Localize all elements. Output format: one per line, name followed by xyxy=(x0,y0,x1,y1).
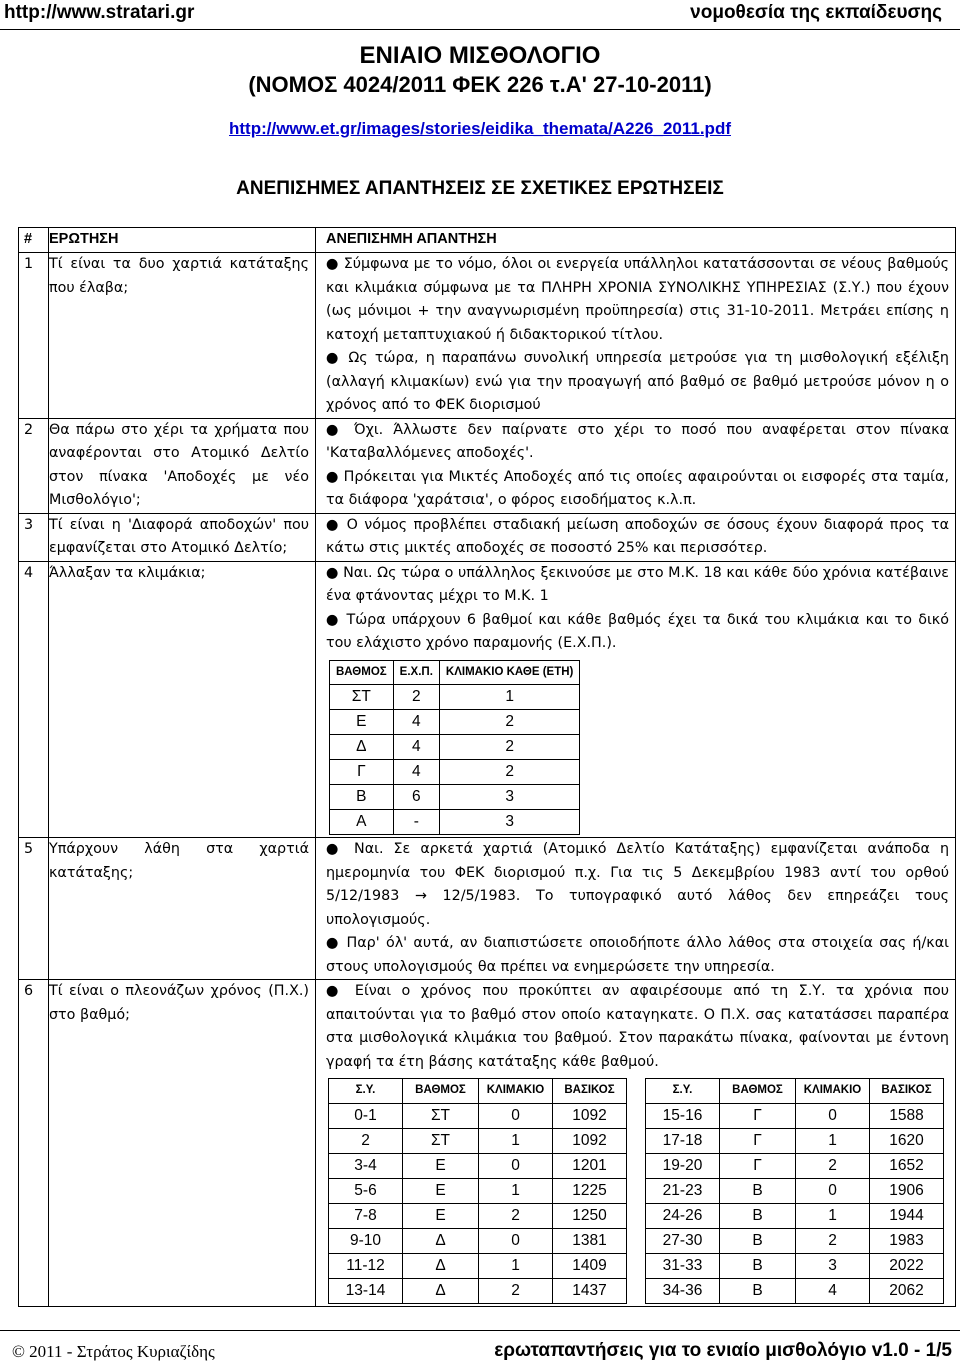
grades-cell: 2 xyxy=(439,735,579,760)
row-answer xyxy=(316,253,956,419)
years-cell: Β xyxy=(720,1228,796,1253)
footer-rule xyxy=(0,1330,960,1331)
row-question: Άλλαξαν τα κλιμάκια; xyxy=(49,561,316,838)
grades-cell: Γ xyxy=(330,760,394,785)
answer-paragraph: ● Είναι ο χρόνος που προκύπτει αν αφαιρέσουμε από τη Σ.Υ. τα χρόνια που απαιτούνται για το βαθμό στον οποίο καταγηκατε. Ο Π.Χ. σας κατατάσσει παραπέρα στα μισθολογικά κλιμάκια του βαθμού. Στον παρακάτω πίνακα, φαίνονται με έντονη γραφή τα έτη βάσης κατάταξης κάθε βαθμού. xyxy=(326,983,949,1070)
years-cell: 0 xyxy=(479,1228,553,1253)
years-cell: 2 xyxy=(796,1228,870,1253)
years-cell: 1250 xyxy=(553,1203,627,1228)
row-num: 5 xyxy=(19,838,49,980)
years-cell: 1 xyxy=(479,1128,553,1153)
years-cell: 1588 xyxy=(870,1103,944,1128)
years-cell: ΣΤ xyxy=(403,1103,479,1128)
grades-cell: 4 xyxy=(393,710,439,735)
years-cell: 1906 xyxy=(870,1178,944,1203)
answer-paragraph: ● Ως τώρα, η παραπάνω συνολική υπηρεσία μετρούσε για τη μισθολογική εξέλιξη (αλλαγή κλιμακίων) ενώ για την προαγωγή από βαθμό σε βαθμό μετρούσε μόνον η ο χρόνος από το ΦΕΚ διορισμού xyxy=(326,350,949,413)
row-num: 4 xyxy=(19,561,49,838)
years-header-cell: ΒΑΘΜΟΣ xyxy=(403,1079,479,1104)
years-header-row xyxy=(329,1079,944,1104)
years-cell: 1620 xyxy=(870,1128,944,1153)
years-cell: 3-4 xyxy=(329,1153,403,1178)
grades-cell: 2 xyxy=(439,710,579,735)
page-header xyxy=(0,0,960,30)
header-rule xyxy=(0,29,960,30)
years-gap xyxy=(627,1203,646,1228)
qa-row-2 xyxy=(19,418,956,513)
grades-cell: Α xyxy=(330,810,394,835)
doc-link[interactable]: http://www.et.gr/images/stories/eidika_themata/A226_2011.pdf xyxy=(229,119,731,138)
years-cell: Γ xyxy=(720,1153,796,1178)
years-cell: 19-20 xyxy=(646,1153,720,1178)
years-header-cell: ΒΑΘΜΟΣ xyxy=(720,1079,796,1104)
answer-paragraph: ● Ναι. Ως τώρα ο υπάλληλος ξεκινούσε με στο Μ.Κ. 18 και κάθε δύο χρόνια κατέβαινε ένα φτάνοντας μέχρι το Μ.Κ. 1 xyxy=(326,564,949,604)
grades-header-cell: ΒΑΘΜΟΣ xyxy=(330,660,394,685)
years-cell: Ε xyxy=(403,1203,479,1228)
grades-row xyxy=(330,710,580,735)
years-cell: Β xyxy=(720,1178,796,1203)
answer-paragraph: ● Ο νόμος προβλέπει σταδιακή μείωση αποδοχών σε όσους έχουν διαφορά προς τα κάτω στις μικτές αποδοχές σε ποσοστό 25% και περισσότερ. xyxy=(326,516,949,556)
years-table xyxy=(328,1078,944,1304)
doc-title: ΕΝΙΑΙΟ ΜΙΣΘΟΛΟΓΙΟ xyxy=(359,42,601,69)
years-cell: 1 xyxy=(479,1178,553,1203)
footer-page: ερωταπαντήσεις για το ενιαίο μισθολόγιο v1.0 - 1/5 xyxy=(494,1340,952,1361)
answer-paragraph: ● Σύμφωνα με το νόμο, όλοι οι ενεργεία υπάλληλοι κατατάσσονται σε νέους βαθμούς και κλιμάκια σύμφωνα με τα ΠΛΗΡΗ ΧΡΟΝΙΑ ΣΥΝΟΛΙΚΗΣ ΥΠΗΡΕΣΙΑΣ (Σ.Υ.) που έχουν (ως μόνιμοι + την αναγνωρισμένη προϋπηρεσία) στις 31-10-2011. Μετράει επίσης η κατοχή μεταπτυχιακού ή διδακτορικού τίτλου. xyxy=(326,256,949,343)
years-cell: 31-33 xyxy=(646,1253,720,1278)
col-question-header: ΕΡΩΤΗΣΗ xyxy=(49,228,316,253)
years-header-cell: ΚΛΙΜΑΚΙΟ xyxy=(479,1079,553,1104)
grades-cell: 1 xyxy=(439,685,579,710)
years-cell: 15-16 xyxy=(646,1103,720,1128)
years-cell: Δ xyxy=(403,1228,479,1253)
row-num: 1 xyxy=(19,253,49,419)
answer-paragraph: ● Ναι. Σε αρκετά χαρτιά (Ατομικό Δελτίο Κατάταξης) εμφανίζεται ανάποδα η ημερομηνία του ΦΕΚ διορισμού π.χ. Για τις 5 Δεκεμβρίου 1983 αντί του ορθού 5/12/1983 → 12/5/1983. Το τυπογραφικό αυτό λάθος δεν επηρεάζει τους υπολογισμούς. xyxy=(326,841,949,928)
grades-header-cell: ΚΛΙΜΑΚΙΟ ΚΑΘΕ (ΕΤΗ) xyxy=(439,660,579,685)
years-row xyxy=(329,1153,944,1178)
grades-cell: 2 xyxy=(393,685,439,710)
years-cell: 11-12 xyxy=(329,1253,403,1278)
col-answer-header: ΑΝΕΠΙΣΗΜΗ ΑΠΑΝΤΗΣΗ xyxy=(316,228,956,253)
header-url[interactable]: http://www.stratari.gr xyxy=(4,2,195,23)
years-cell: 21-23 xyxy=(646,1178,720,1203)
years-row xyxy=(329,1128,944,1153)
years-header-cell: ΒΑΣΙΚΟΣ xyxy=(870,1079,944,1104)
years-cell: 24-26 xyxy=(646,1203,720,1228)
years-row xyxy=(329,1278,944,1303)
qa-row-3 xyxy=(19,513,956,561)
years-gap xyxy=(627,1178,646,1203)
years-row xyxy=(329,1103,944,1128)
grades-cell: ΣΤ xyxy=(330,685,394,710)
years-cell: 3 xyxy=(796,1253,870,1278)
years-gap xyxy=(627,1103,646,1128)
header-category: νομοθεσία της εκπαίδευσης xyxy=(690,2,942,23)
qa-row-4 xyxy=(19,561,956,838)
years-cell: 17-18 xyxy=(646,1128,720,1153)
grades-row xyxy=(330,810,580,835)
years-cell: 34-36 xyxy=(646,1278,720,1303)
footer-copyright: © 2011 - Στράτος Κυριαζίδης xyxy=(12,1342,215,1361)
years-cell: 2 xyxy=(329,1128,403,1153)
grades-cell: - xyxy=(393,810,439,835)
years-cell: Ε xyxy=(403,1178,479,1203)
years-cell: 1381 xyxy=(553,1228,627,1253)
page-footer xyxy=(0,1330,960,1365)
years-cell: 1092 xyxy=(553,1103,627,1128)
grades-cell: Β xyxy=(330,785,394,810)
row-answer xyxy=(316,418,956,513)
row-answer xyxy=(316,561,956,838)
years-cell: 0 xyxy=(479,1153,553,1178)
grades-cell: Ε xyxy=(330,710,394,735)
answer-paragraph: ● Τώρα υπάρχουν 6 βαθμοί και κάθε βαθμός έχει τα δικά του κλιμάκια και το δικό του ελάχιστο χρόνο παραμονής (Ε.Χ.Π.). xyxy=(326,611,949,651)
row-answer xyxy=(316,838,956,980)
years-cell: 2022 xyxy=(870,1253,944,1278)
years-cell: 13-14 xyxy=(329,1278,403,1303)
qa-header-row xyxy=(19,228,956,253)
row-question: Θα πάρω στο χέρι τα χρήματα που αναφέρονται στο Ατομικό Δελτίο στον πίνακα 'Αποδοχές με νέο Μισθολόγιο'; xyxy=(49,418,316,513)
years-gap xyxy=(627,1153,646,1178)
row-num: 2 xyxy=(19,418,49,513)
grades-cell: 4 xyxy=(393,760,439,785)
years-cell: 1 xyxy=(796,1203,870,1228)
grades-row xyxy=(330,735,580,760)
qa-row-6 xyxy=(19,980,956,1307)
years-cell: Δ xyxy=(403,1278,479,1303)
years-gap xyxy=(627,1079,646,1104)
qa-row-1 xyxy=(19,253,956,419)
years-cell: 1437 xyxy=(553,1278,627,1303)
years-cell: Β xyxy=(720,1203,796,1228)
years-cell: 9-10 xyxy=(329,1228,403,1253)
years-cell: Β xyxy=(720,1278,796,1303)
years-cell: 1225 xyxy=(553,1178,627,1203)
years-cell: 7-8 xyxy=(329,1203,403,1228)
years-gap xyxy=(627,1128,646,1153)
years-gap xyxy=(627,1228,646,1253)
years-cell: ΣΤ xyxy=(403,1128,479,1153)
grades-body xyxy=(330,685,580,835)
years-cell: 1201 xyxy=(553,1153,627,1178)
grades-cell: 2 xyxy=(439,760,579,785)
years-cell: Γ xyxy=(720,1128,796,1153)
grades-header-cell: Ε.Χ.Π. xyxy=(393,660,439,685)
row-question: Τί είναι τα δυο χαρτιά κατάταξης που έλαβα; xyxy=(49,253,316,419)
years-cell: 1 xyxy=(796,1128,870,1153)
grades-cell: 3 xyxy=(439,810,579,835)
grades-row xyxy=(330,685,580,710)
row-answer xyxy=(316,513,956,561)
years-cell: 1983 xyxy=(870,1228,944,1253)
years-cell: 27-30 xyxy=(646,1228,720,1253)
years-cell: 1944 xyxy=(870,1203,944,1228)
grades-header-row xyxy=(330,660,580,685)
answer-paragraph: ● Παρ' όλ' αυτά, αν διαπιστώσετε οποιοδήποτε άλλο λάθος στα στοιχεία σας ή/και στους υπολογισμούς θα πρέπει να ενημερώσετε την υπηρεσία. xyxy=(326,935,949,975)
years-header-cell: ΚΛΙΜΑΚΙΟ xyxy=(796,1079,870,1104)
years-cell: 1652 xyxy=(870,1153,944,1178)
years-cell: 1409 xyxy=(553,1253,627,1278)
years-cell: 0 xyxy=(796,1103,870,1128)
years-cell: 0-1 xyxy=(329,1103,403,1128)
grades-table xyxy=(329,660,580,836)
years-cell: Ε xyxy=(403,1153,479,1178)
years-cell: 5-6 xyxy=(329,1178,403,1203)
answer-paragraph: ● Όχι. Άλλωστε δεν παίρνατε στο χέρι το ποσό που αναφέρεται στον πίνακα 'Καταβαλλόμενες αποδοχές'. xyxy=(326,421,949,461)
years-cell: 1092 xyxy=(553,1128,627,1153)
years-cell: 0 xyxy=(796,1178,870,1203)
row-num: 6 xyxy=(19,980,49,1307)
years-cell: Β xyxy=(720,1253,796,1278)
doc-subtitle: (ΝΟΜΟΣ 4024/2011 ΦΕΚ 226 τ.Α' 27-10-2011) xyxy=(248,72,712,97)
years-cell: 2 xyxy=(796,1153,870,1178)
years-cell: 4 xyxy=(796,1278,870,1303)
years-header-cell: ΒΑΣΙΚΟΣ xyxy=(553,1079,627,1104)
row-question: Υπάρχουν λάθη στα χαρτιά κατάταξης; xyxy=(49,838,316,980)
row-question: Τί είναι ο πλεονάζων χρόνος (Π.Χ.) στο βαθμό; xyxy=(49,980,316,1307)
row-num: 3 xyxy=(19,513,49,561)
years-row xyxy=(329,1228,944,1253)
grades-cell: 4 xyxy=(393,735,439,760)
years-row xyxy=(329,1253,944,1278)
years-cell: 2 xyxy=(479,1278,553,1303)
grades-cell: Δ xyxy=(330,735,394,760)
years-row xyxy=(329,1178,944,1203)
grades-cell: 3 xyxy=(439,785,579,810)
years-cell: Δ xyxy=(403,1253,479,1278)
years-cell: Γ xyxy=(720,1103,796,1128)
years-header-cell: Σ.Υ. xyxy=(646,1079,720,1104)
years-cell: 2 xyxy=(479,1203,553,1228)
grades-cell: 6 xyxy=(393,785,439,810)
answer-paragraph: ● Πρόκειται για Μικτές Αποδοχές από τις οποίες αφαιρούνται οι εισφορές στα ταμία, τα διάφορα 'χαράτσια', ο φόρος εισοδήματος κ.λ.π. xyxy=(326,468,949,508)
years-row xyxy=(329,1203,944,1228)
years-gap xyxy=(627,1278,646,1303)
years-cell: 2062 xyxy=(870,1278,944,1303)
qa-row-5 xyxy=(19,838,956,980)
col-num-header: # xyxy=(19,228,49,253)
years-gap xyxy=(627,1253,646,1278)
doc-heading: ΑΝΕΠΙΣΗΜΕΣ ΑΠΑΝΤΗΣΕΙΣ ΣΕ ΣΧΕΤΙΚΕΣ ΕΡΩΤΗΣΕΙΣ xyxy=(236,178,724,199)
row-question: Τί είναι η 'Διαφορά αποδοχών' που εμφανίζεται στο Ατομικό Δελτίο; xyxy=(49,513,316,561)
row-answer xyxy=(316,980,956,1307)
grades-row xyxy=(330,760,580,785)
qa-table xyxy=(18,227,956,1307)
years-cell: 0 xyxy=(479,1103,553,1128)
years-body xyxy=(329,1103,944,1303)
years-header-cell: Σ.Υ. xyxy=(329,1079,403,1104)
years-cell: 1 xyxy=(479,1253,553,1278)
grades-row xyxy=(330,785,580,810)
